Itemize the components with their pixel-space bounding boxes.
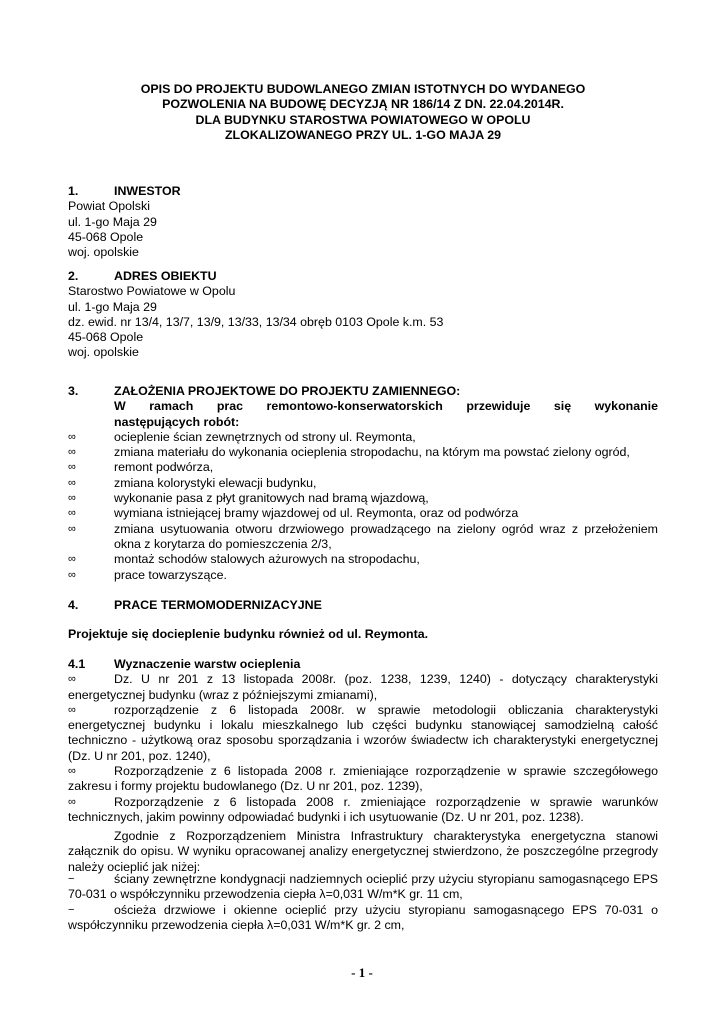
assumptions-intro: następujących robót: — [114, 414, 240, 429]
title-line: POZWOLENIA NA BUDOWĘ DECYZJĄ NR 186/14 Z DN. 22.04.2014R. — [162, 97, 564, 112]
infinity-bullet-icon: ∞ — [68, 522, 76, 535]
infinity-bullet-icon: ∞ — [68, 553, 76, 566]
infinity-bullet-icon: ∞ — [68, 568, 76, 581]
list-item: ∞ zmiana materiału do wykonania ocieplenia stropodachu, na którym ma powstać zielony ogród, — [68, 445, 630, 460]
list-item: ∞ zmiana usytuowania otworu drzwiowego prowadzącego na zielony ogród wraz z przełożeniem okna z korytarza do pomieszczenia 2/3, — [68, 521, 658, 551]
infinity-bullet-icon: ∞ — [68, 673, 76, 686]
title-line: ZLOKALIZOWANEGO PRZY UL. 1-GO MAJA 29 — [224, 127, 502, 142]
investor-line: Powiat Opolski — [68, 199, 150, 214]
list-item: ∞ remont podwórza, — [68, 460, 214, 475]
investor-line: 45-068 Opole — [68, 229, 144, 244]
list-item: ∞ rozporządzenie z 6 listopada 2008r. w sprawie metodologii obliczania charakterystyki energetycznej budynku i lokalu mieszkalnego lub części budynku stanowiącej samodzielną całość techniczno - użytkową oraz sposobu sporządzania i wzorów świadectw ich charakterystyki energetycznej (Dz. U nr 201, poz. 1240), — [68, 702, 658, 763]
section-thermo — [68, 598, 658, 613]
list-item: ∞ zmiana kolorystyki elewacji budynku, — [68, 475, 317, 490]
infinity-bullet-icon: ∞ — [68, 765, 76, 778]
assumptions-intro: W ramach prac remontowo-konserwatorskich przewiduje się wykonanie — [114, 399, 658, 414]
section-heading: INWESTOR — [114, 184, 181, 198]
address-line: ul. 1-go Maja 29 — [68, 299, 157, 314]
infinity-bullet-icon: ∞ — [68, 476, 76, 489]
list-item: ∞ Rozporządzenie z 6 listopada 2008 r. zmieniające rozporządzenie w sprawie szczegółowego zakresu i formy projektu budowlanego (Dz. U nr 201, poz. 1239), — [68, 764, 658, 794]
dash-bullet-icon: − — [68, 903, 75, 916]
list-item: ∞ montaż schodów stalowych ażurowych na stropodachu, — [68, 552, 420, 567]
section-assumptions — [68, 384, 658, 583]
list-item: ∞ wymiana istniejącej bramy wjazdowej od ul. Reymonta, oraz od podwórza — [68, 506, 519, 521]
address-line: woj. opolskie — [68, 345, 139, 360]
subsection-number: 4.1 — [68, 657, 86, 671]
list-item: ∞ prace towarzyszące. — [68, 567, 227, 582]
thermo-bold-line: Projektuje się docieplenie budynku również od ul. Reymonta. — [68, 627, 429, 641]
page-number: - 1 - — [351, 965, 373, 980]
investor-line: ul. 1-go Maja 29 — [68, 214, 157, 229]
analysis-paragraph: Zgodnie z Rozporządzeniem Ministra Infrastruktury charakterystyka energetyczna stanowi załącznik do opisu. W wyniku opracowanej analizy energetycznej stwierdzono, że poszczególne przegrody należy ocieplić jak niżej: — [68, 829, 658, 874]
address-line: Starostwo Powiatowe w Opolu — [68, 284, 236, 299]
dash-bullet-icon: − — [68, 873, 75, 885]
list-item: ∞ Dz. U nr 201 z 13 listopada 2008r. (poz. 1238, 1239, 1240) - dotyczący charakterystyki energetycznej budynku (wraz z późniejszymi zmianami), — [68, 672, 658, 702]
infinity-bullet-icon: ∞ — [68, 703, 76, 716]
title-line: DLA BUDYNKU STAROSTWA POWIATOWEGO W OPOLU — [195, 112, 531, 127]
infinity-bullet-icon: ∞ — [68, 461, 76, 474]
list-item: − ściany zewnętrzne kondygnacji nadziemnych ocieplić przy użyciu styropianu samogasnącego EPS 70-031 o współczynniku przewodzenia ciepła λ=0,031 W/m*K gr. 11 cm, — [68, 872, 658, 902]
investor-line: woj. opolskie — [68, 245, 139, 260]
document-title — [68, 82, 658, 143]
list-item: ∞ wykonanie pasa z płyt granitowych nad bramą wjazdową, — [68, 491, 429, 506]
infinity-bullet-icon: ∞ — [68, 446, 76, 459]
section-number: 4. — [68, 598, 79, 612]
infinity-bullet-icon: ∞ — [68, 507, 76, 520]
subsection-layers — [68, 657, 658, 825]
list-item: − ościeża drzwiowe i okienne ocieplić przy użyciu styropianu samogasnącego EPS 70-031 o współczynniku przewodzenia ciepła λ=0,031 W/m*K gr. 2 cm, — [68, 902, 658, 932]
infinity-bullet-icon: ∞ — [68, 430, 76, 443]
section-heading: ZAŁOŻENIA PROJEKTOWE DO PROJEKTU ZAMIENNEGO: — [114, 384, 461, 398]
section-address — [68, 269, 658, 361]
address-line: 45-068 Opole — [68, 330, 144, 345]
section-number: 2. — [68, 269, 79, 283]
infinity-bullet-icon: ∞ — [68, 795, 76, 808]
infinity-bullet-icon: ∞ — [68, 492, 76, 505]
subsection-heading: Wyznaczenie warstw ocieplenia — [114, 657, 301, 671]
address-line: dz. ewid. nr 13/4, 13/7, 13/9, 13/33, 13/34 obręb 0103 Opole k.m. 53 — [68, 314, 444, 329]
section-investor — [68, 184, 658, 260]
section-heading: ADRES OBIEKTU — [114, 269, 217, 283]
section-heading: PRACE TERMOMODERNIZACYJNE — [114, 598, 322, 612]
dash-list — [68, 872, 658, 933]
title-line: OPIS DO PROJEKTU BUDOWLANEGO ZMIAN ISTOTNYCH DO WYDANEGO — [140, 82, 586, 96]
list-item: ∞ ocieplenie ścian zewnętrznych od strony ul. Reymonta, — [68, 429, 416, 444]
section-number: 1. — [68, 184, 79, 198]
section-number: 3. — [68, 384, 79, 398]
list-item: ∞ Rozporządzenie z 6 listopada 2008 r. zmieniające rozporządzenie w sprawie warunków technicznych, jakim powinny odpowiadać budynki i ich usytuowanie (Dz. U nr 201, poz. 1238). — [68, 794, 658, 824]
